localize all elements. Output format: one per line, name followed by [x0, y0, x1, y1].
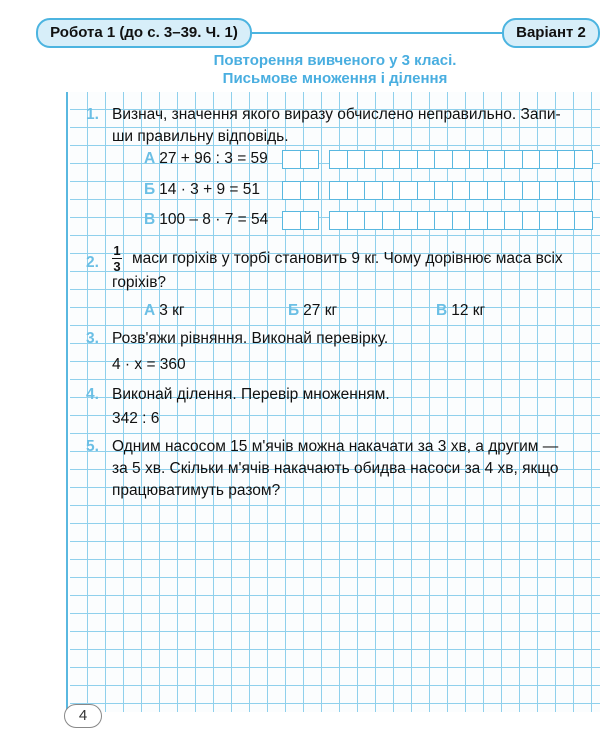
option-c: [144, 211, 268, 229]
division-expression: 342 : 6: [112, 410, 160, 427]
fraction: [112, 244, 122, 273]
task-text-line: Одним насосом 15 м'ячів можна накачати за 3 хв, а другим —: [112, 438, 559, 455]
task-text: Розв'яжи рівняння. Виконай перевірку.: [112, 330, 389, 347]
task-number: 4.: [86, 386, 99, 403]
task-text-line: горіхів?: [112, 274, 167, 291]
left-margin: [0, 92, 70, 712]
option-text: 14 · 3 + 9 = 51: [159, 181, 260, 198]
task-text: [112, 272, 592, 294]
margin-line: [66, 92, 68, 717]
option-text: 27 кг: [303, 302, 338, 319]
option-letter: Б: [144, 181, 156, 198]
subtitle-line-2: Письмове множення і ділення: [222, 70, 448, 87]
option-c: [436, 302, 485, 320]
subtitle-line-1: Повторення вивченого у 3 класі.: [213, 52, 457, 69]
work-label: Робота 1 (до с. 3–39. Ч. 1): [36, 18, 252, 48]
task-text: [112, 436, 592, 502]
task-text-line: ши правильну відповідь.: [112, 128, 289, 145]
task-text-line: маси горіхів у торбі становить 9 кг. Чому дорівнює маса всіх: [132, 250, 563, 267]
fraction-denominator: 3: [113, 259, 121, 274]
option-b: [288, 302, 337, 320]
task-number: 1.: [86, 106, 99, 123]
page-number: 4: [64, 704, 102, 728]
answer-boxes-c[interactable]: [282, 211, 592, 230]
option-letter: А: [144, 302, 156, 319]
fraction-numerator: 1: [113, 243, 121, 258]
option-text: 100 – 8 · 7 = 54: [159, 211, 269, 228]
task-text: [132, 248, 592, 270]
task-text-line: Визнач, значення якого виразу обчислено неправильно. Запи-: [112, 106, 561, 123]
option-a: [144, 150, 268, 168]
option-text: 27 + 96 : 3 = 59: [159, 150, 268, 167]
header-divider: [250, 32, 502, 34]
option-text: 12 кг: [451, 302, 486, 319]
task-number: 5.: [86, 438, 99, 455]
option-b: [144, 181, 260, 199]
answer-boxes-b[interactable]: [282, 181, 592, 200]
option-letter: А: [144, 150, 156, 167]
task-text: [112, 104, 592, 148]
option-letter: Б: [288, 302, 300, 319]
equation: 4 · x = 360: [112, 356, 186, 373]
task-number: 3.: [86, 330, 99, 347]
answer-boxes-a[interactable]: [282, 150, 592, 169]
option-letter: В: [436, 302, 448, 319]
task-text-line: за 5 хв. Скільки м'ячів накачають обидва насоси за 4 хв, якщо: [112, 460, 559, 477]
option-a: [144, 302, 185, 320]
variant-label: Варіант 2: [502, 18, 600, 48]
task-text-line: працюватимуть разом?: [112, 482, 281, 499]
task-number: 2.: [86, 254, 99, 271]
option-text: 3 кг: [159, 302, 185, 319]
option-letter: В: [144, 211, 156, 228]
task-text: Виконай ділення. Перевір множенням.: [112, 386, 390, 403]
